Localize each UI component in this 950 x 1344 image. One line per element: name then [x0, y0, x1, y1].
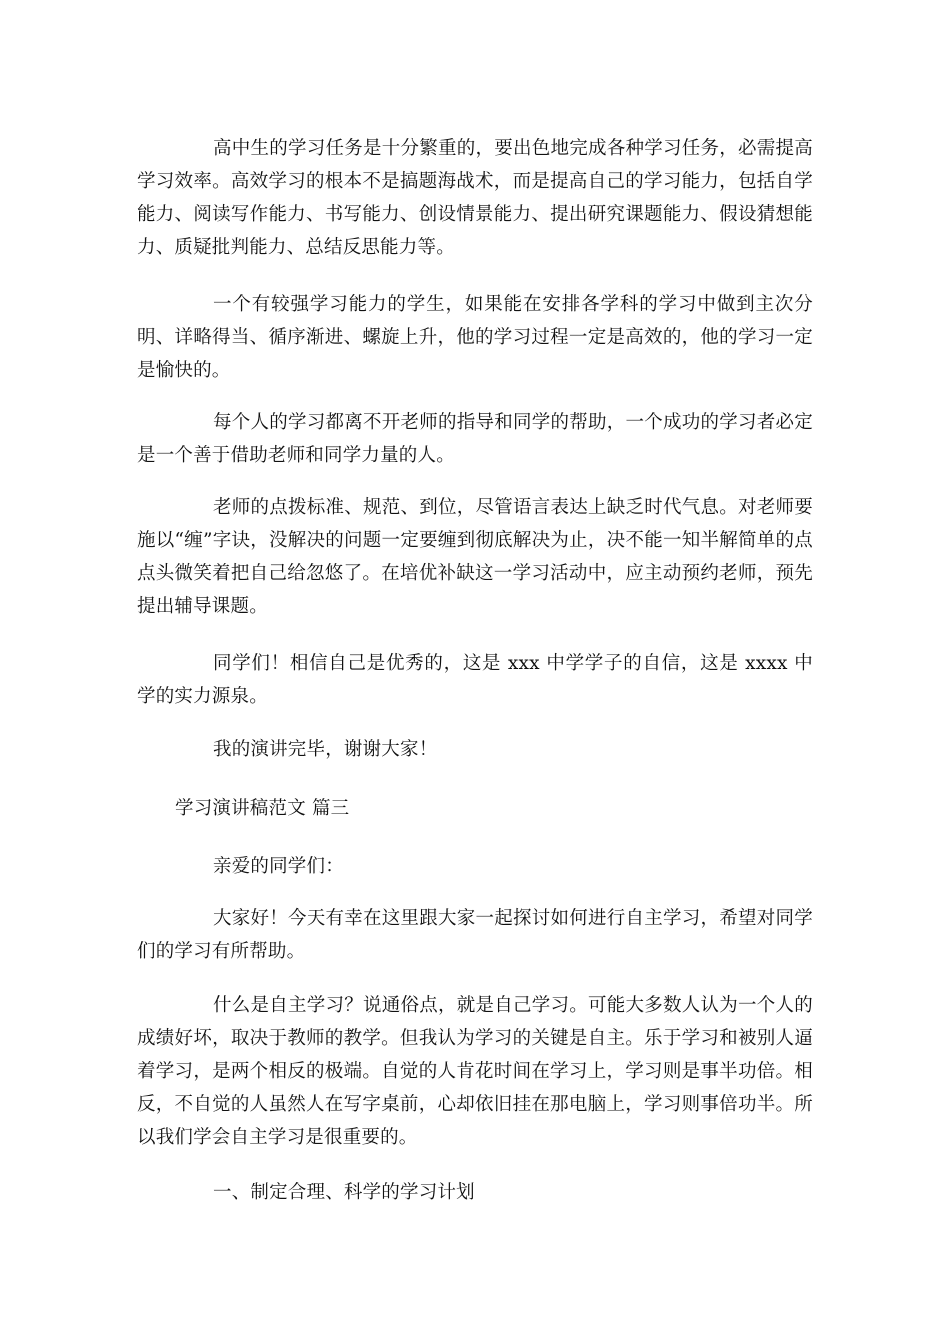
paragraph-speech-end: 我的演讲完毕，谢谢大家！: [213, 739, 438, 760]
paragraph-greeting: 亲爱的同学们：: [213, 856, 344, 877]
paragraph-teacher-guidance: 老师的点拨标准、规范、到位，尽管语言表达上缺乏时代气息。对老师要施以“缠”字诀，没解决的问题一定要缠到彻底解决为止，决不能一知半解简单的点点头微笑着把自己给忽悠了。在培优补缺这一学习活动中，应主动预约老师，预先提出辅导课题。: [137, 497, 813, 617]
paragraph-teacher-help: 每个人的学习都离不开老师的指导和同学的帮助，一个成功的学习者必定是一个善于借助老师和同学力量的人。: [137, 412, 813, 466]
paragraph-learning-ability: 一个有较强学习能力的学生，如果能在安排各学科的学习中做到主次分明、详略得当、循序渐进、螺旋上升，他的学习过程一定是高效的，他的学习一定是愉快的。: [137, 294, 813, 381]
paragraph-intro: 大家好！今天有幸在这里跟大家一起探讨如何进行自主学习，希望对同学们的学习有所帮助。: [137, 908, 813, 962]
paragraph-plan-heading: 一、制定合理、科学的学习计划: [213, 1182, 475, 1203]
paragraph-self-study: 什么是自主学习？说通俗点，就是自己学习。可能大多数人认为一个人的成绩好坏，取决于教师的教学。但我认为学习的关键是自主。乐于学习和被别人逼着学习，是两个相反的极端。自觉的人肯花时间在学习上，学习则是事半功倍。相反，不自觉的人虽然人在写字桌前，心却依旧挂在那电脑上，学习则事倍功半。所以我们学会自主学习是很重要的。: [137, 995, 813, 1148]
section-heading: 学习演讲稿范文 篇三: [175, 798, 350, 819]
paragraph-self-confidence: 同学们！相信自己是优秀的，这是 xxx 中学学子的自信，这是 xxxx 中学的实力源泉。: [137, 653, 813, 707]
paragraph-study-efficiency: 高中生的学习任务是十分繁重的，要出色地完成各种学习任务，必需提高学习效率。高效学习的根本不是搞题海战术，而是提高自己的学习能力，包括自学能力、阅读写作能力、书写能力、创设情景能力、提出研究课题能力、假设猜想能力、质疑批判能力、总结反思能力等。: [137, 138, 813, 258]
